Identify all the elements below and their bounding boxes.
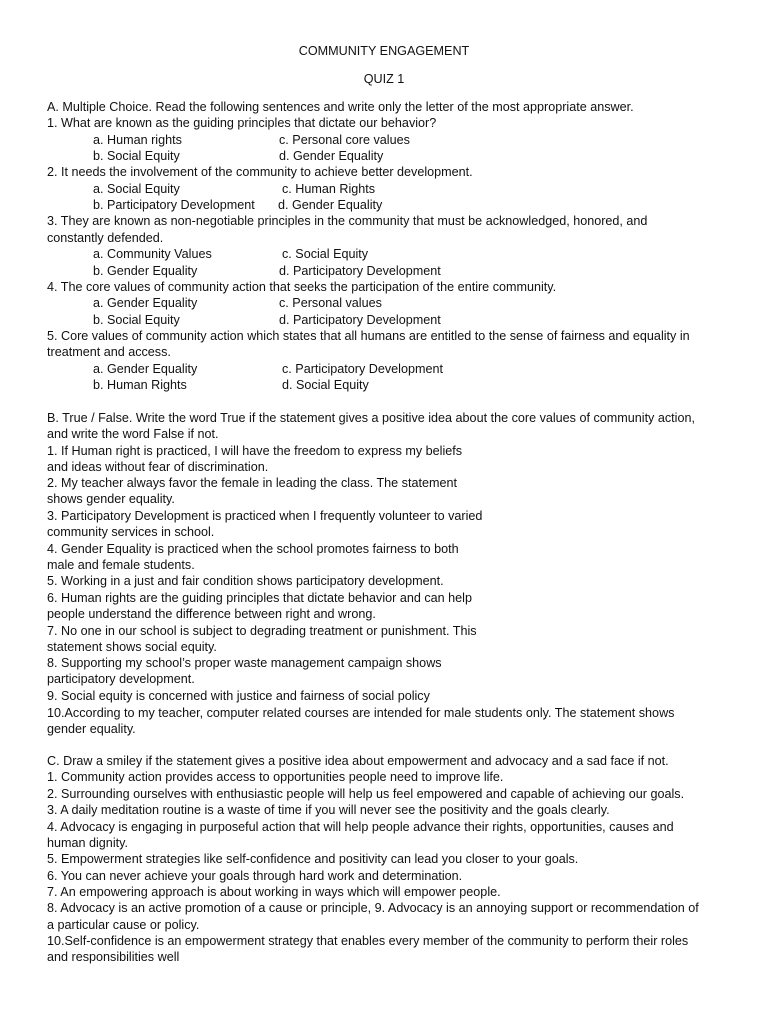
question-1: 1. What are known as the guiding principles that dictate our behavior?: [47, 116, 437, 130]
section-c-instruction: C. Draw a smiley if the statement gives a positive idea about empowerment and advocacy and a sad face if not.: [47, 754, 669, 768]
option-text: a. Social Equity: [93, 182, 180, 196]
smiley-item: a particular cause or policy.: [47, 918, 200, 932]
true-false-item: 9. Social equity is concerned with justice and fairness of social policy: [47, 689, 430, 703]
question-3: 3. They are known as non-negotiable principles in the community that must be acknowledged, honored, and: [47, 214, 648, 228]
true-false-item: statement shows social equity.: [47, 640, 217, 654]
quiz-label: QUIZ 1: [363, 72, 405, 86]
section-a-instruction: A. Multiple Choice. Read the following sentences and write only the letter of the most appropriate answer.: [47, 100, 634, 114]
smiley-item: 8. Advocacy is an active promotion of a cause or principle, 9. Advocacy is an annoying support or recommendation of: [47, 901, 699, 915]
section-b-instruction-continued: and write the word False if not.: [47, 427, 219, 441]
option-text: b. Participatory Development: [93, 198, 255, 212]
true-false-item: male and female students.: [47, 558, 195, 572]
true-false-item: shows gender equality.: [47, 492, 175, 506]
option-text: c. Social Equity: [282, 247, 369, 261]
smiley-item: 6. You can never achieve your goals through hard work and determination.: [47, 869, 463, 883]
true-false-item: 2. My teacher always favor the female in leading the class. The statement: [47, 476, 457, 490]
smiley-item: 4. Advocacy is engaging in purposeful action that will help people advance their rights, opportunities, causes and: [47, 820, 674, 834]
true-false-item: 4. Gender Equality is practiced when the school promotes fairness to both: [47, 542, 459, 556]
true-false-item: 6. Human rights are the guiding principles that dictate behavior and can help: [47, 591, 472, 605]
smiley-item: and responsibilities well: [47, 950, 180, 964]
option-text: b. Social Equity: [93, 313, 180, 327]
option-text: a. Gender Equality: [93, 296, 198, 310]
true-false-item: and ideas without fear of discrimination.: [47, 460, 269, 474]
question-5-continued: treatment and access.: [47, 345, 171, 359]
smiley-item: human dignity.: [47, 836, 128, 850]
option-text: b. Social Equity: [93, 149, 180, 163]
option-text: d. Gender Equality: [278, 198, 383, 212]
true-false-item: gender equality.: [47, 722, 136, 736]
option-text: b. Gender Equality: [93, 264, 198, 278]
smiley-item: 10.Self-confidence is an empowerment strategy that enables every member of the community to perform their roles: [47, 934, 689, 948]
smiley-item: 2. Surrounding ourselves with enthusiastic people will help us feel empowered and capable of achieving our goals.: [47, 787, 685, 801]
option-text: d. Social Equity: [282, 378, 369, 392]
question-5: 5. Core values of community action which states that all humans are entitled to the sense of fairness and equality in: [47, 329, 690, 343]
option-text: d. Participatory Development: [279, 313, 441, 327]
smiley-item: 1. Community action provides access to opportunities people need to improve life.: [47, 770, 504, 784]
option-text: c. Human Rights: [282, 182, 376, 196]
option-text: b. Human Rights: [93, 378, 187, 392]
section-b-instruction: B. True / False. Write the word True if the statement gives a positive idea about the core values of community action,: [47, 411, 695, 425]
option-text: c. Participatory Development: [282, 362, 443, 376]
document-title: COMMUNITY ENGAGEMENT: [298, 44, 470, 58]
option-text: c. Personal core values: [279, 133, 410, 147]
option-text: a. Gender Equality: [93, 362, 198, 376]
option-text: a. Human rights: [93, 133, 182, 147]
true-false-item: community services in school.: [47, 525, 215, 539]
true-false-item: 10.According to my teacher, computer related courses are intended for male students only. The statement shows: [47, 706, 675, 720]
true-false-item: 3. Participatory Development is practiced when I frequently volunteer to varied: [47, 509, 483, 523]
smiley-item: 3. A daily meditation routine is a waste of time if you will never see the positivity and the goals clearly.: [47, 803, 610, 817]
true-false-item: 7. No one in our school is subject to degrading treatment or punishment. This: [47, 624, 477, 638]
true-false-item: people understand the difference between right and wrong.: [47, 607, 376, 621]
smiley-item: 7. An empowering approach is about working in ways which will empower people.: [47, 885, 501, 899]
option-text: d. Participatory Development: [279, 264, 441, 278]
question-3-continued: constantly defended.: [47, 231, 164, 245]
true-false-item: 5. Working in a just and fair condition shows participatory development.: [47, 574, 444, 588]
option-text: a. Community Values: [93, 247, 212, 261]
true-false-item: participatory development.: [47, 672, 195, 686]
smiley-item: 5. Empowerment strategies like self-confidence and positivity can lead you closer to your goals.: [47, 852, 579, 866]
question-2: 2. It needs the involvement of the community to achieve better development.: [47, 165, 473, 179]
true-false-item: 8. Supporting my school’s proper waste management campaign shows: [47, 656, 442, 670]
option-text: c. Personal values: [279, 296, 382, 310]
question-4: 4. The core values of community action that seeks the participation of the entire community.: [47, 280, 557, 294]
true-false-item: 1. If Human right is practiced, I will have the freedom to express my beliefs: [47, 444, 463, 458]
option-text: d. Gender Equality: [279, 149, 384, 163]
